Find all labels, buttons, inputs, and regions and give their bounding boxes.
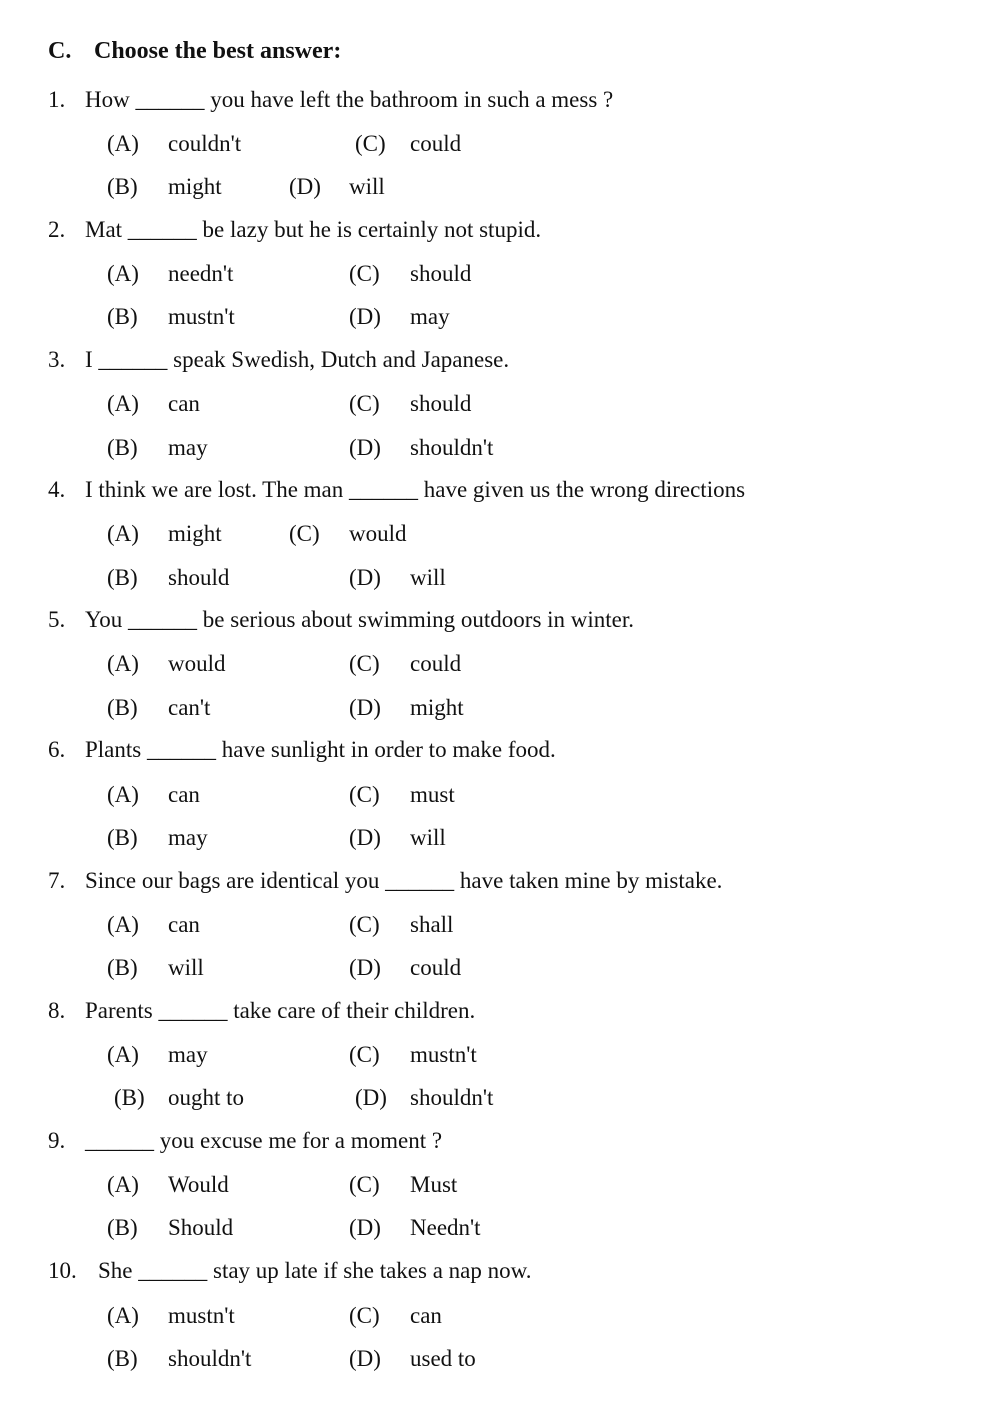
question-text: I think we are lost. The man ______ have given us the wrong directions — [85, 477, 746, 502]
question-number: 9. — [48, 1128, 66, 1153]
question-1-options-row-2 — [0, 173, 1000, 201]
option-d[interactable]: will — [410, 825, 446, 850]
question-6-options-row-2 — [0, 824, 1000, 852]
option-a-letter: (A) — [107, 651, 139, 676]
question-number: 8. — [48, 998, 66, 1023]
question-text: Parents ______ take care of their children. — [85, 998, 476, 1023]
question-number: 6. — [48, 737, 66, 762]
option-b-letter: (B) — [107, 695, 138, 720]
option-c[interactable]: should — [410, 391, 472, 416]
option-b[interactable]: will — [168, 955, 204, 980]
option-d-letter: (D) — [289, 174, 321, 199]
option-b-letter: (B) — [107, 955, 138, 980]
option-c-letter: (C) — [289, 521, 320, 546]
question-number: 4. — [48, 477, 66, 502]
question-2-options-row-2 — [0, 303, 1000, 331]
option-d-letter: (D) — [349, 1215, 381, 1240]
section-letter: C. — [48, 38, 72, 64]
option-d[interactable]: could — [410, 955, 462, 980]
question-text: Since our bags are identical you ______ have taken mine by mistake. — [85, 868, 723, 893]
option-c[interactable]: should — [410, 261, 472, 286]
question-8-options-row-1 — [0, 1041, 1000, 1069]
option-c[interactable]: could — [410, 131, 462, 156]
option-d-letter: (D) — [349, 1346, 381, 1371]
question-7-options-row-1 — [0, 911, 1000, 939]
option-b[interactable]: Should — [168, 1215, 234, 1240]
option-d[interactable]: used to — [410, 1346, 476, 1371]
option-c[interactable]: can — [410, 1303, 442, 1328]
option-a[interactable]: would — [168, 651, 226, 676]
option-a[interactable]: can — [168, 912, 200, 937]
option-b-letter: (B) — [114, 1085, 145, 1110]
option-d-letter: (D) — [349, 565, 381, 590]
option-d-letter: (D) — [349, 435, 381, 460]
option-b[interactable]: mustn't — [168, 304, 235, 329]
question-3-options-row-2 — [0, 434, 1000, 462]
question-number: 3. — [48, 347, 66, 372]
option-c-letter: (C) — [349, 782, 380, 807]
question-4-options-row-2 — [0, 564, 1000, 592]
option-a-letter: (A) — [107, 782, 139, 807]
option-c[interactable]: mustn't — [410, 1042, 477, 1067]
option-b[interactable]: shouldn't — [168, 1346, 252, 1371]
option-d-letter: (D) — [349, 695, 381, 720]
option-b-letter: (B) — [107, 435, 138, 460]
option-b-letter: (B) — [107, 825, 138, 850]
option-b[interactable]: ought to — [168, 1085, 245, 1110]
option-a-letter: (A) — [107, 131, 139, 156]
option-b-letter: (B) — [107, 565, 138, 590]
question-1-options-row-1 — [0, 130, 1000, 158]
question-3-options-row-1 — [0, 390, 1000, 418]
option-b-letter: (B) — [107, 304, 138, 329]
option-c-letter: (C) — [349, 1303, 380, 1328]
option-d-letter: (D) — [355, 1085, 387, 1110]
question-number: 10. — [48, 1258, 77, 1283]
option-d[interactable]: will — [410, 565, 446, 590]
option-a-letter: (A) — [107, 261, 139, 286]
option-c[interactable]: would — [349, 521, 407, 546]
option-a[interactable]: can — [168, 782, 200, 807]
option-d[interactable]: may — [410, 304, 450, 329]
option-a-letter: (A) — [107, 1303, 139, 1328]
option-d[interactable]: will — [349, 174, 385, 199]
question-number: 2. — [48, 217, 66, 242]
question-5-options-row-2 — [0, 694, 1000, 722]
option-a[interactable]: mustn't — [168, 1303, 235, 1328]
question-text: ______ you excuse me for a moment ? — [85, 1128, 443, 1153]
option-d-letter: (D) — [349, 304, 381, 329]
option-c-letter: (C) — [349, 651, 380, 676]
option-a[interactable]: Would — [168, 1172, 229, 1197]
question-8-options-row-2 — [0, 1084, 1000, 1112]
option-c-letter: (C) — [349, 261, 380, 286]
option-c-letter: (C) — [349, 1042, 380, 1067]
section-heading — [48, 38, 341, 65]
option-a-letter: (A) — [107, 521, 139, 546]
option-c-letter: (C) — [349, 912, 380, 937]
option-a-letter: (A) — [107, 912, 139, 937]
question-text: How ______ you have left the bathroom in such a mess ? — [85, 87, 614, 112]
option-c-letter: (C) — [355, 131, 386, 156]
option-c[interactable]: must — [410, 782, 455, 807]
option-d[interactable]: might — [410, 695, 464, 720]
option-a[interactable]: couldn't — [168, 131, 242, 156]
option-b[interactable]: may — [168, 825, 208, 850]
option-a-letter: (A) — [107, 391, 139, 416]
option-a[interactable]: needn't — [168, 261, 234, 286]
question-text: She ______ stay up late if she takes a nap now. — [98, 1258, 532, 1283]
question-10-options-row-1 — [0, 1302, 1000, 1330]
option-d[interactable]: shouldn't — [410, 1085, 494, 1110]
option-b[interactable]: should — [168, 565, 230, 590]
option-d-letter: (D) — [349, 955, 381, 980]
question-number: 5. — [48, 607, 66, 632]
option-b[interactable]: might — [168, 174, 222, 199]
question-text: I ______ speak Swedish, Dutch and Japanese. — [85, 347, 510, 372]
question-9-options-row-2 — [0, 1214, 1000, 1242]
option-b-letter: (B) — [107, 1215, 138, 1240]
option-c[interactable]: shall — [410, 912, 454, 937]
question-text: Plants ______ have sunlight in order to make food. — [85, 737, 556, 762]
option-d[interactable]: Needn't — [410, 1215, 481, 1240]
question-2-options-row-1 — [0, 260, 1000, 288]
question-5-options-row-1 — [0, 650, 1000, 678]
option-c[interactable]: could — [410, 651, 462, 676]
option-b[interactable]: may — [168, 435, 208, 460]
option-b[interactable]: can't — [168, 695, 211, 720]
question-6-options-row-1 — [0, 781, 1000, 809]
question-4-options-row-1 — [0, 520, 1000, 548]
option-b-letter: (B) — [107, 174, 138, 199]
question-7-options-row-2 — [0, 954, 1000, 982]
option-d-letter: (D) — [349, 825, 381, 850]
option-c-letter: (C) — [349, 1172, 380, 1197]
section-title-text: Choose the best answer: — [94, 38, 342, 64]
option-a-letter: (A) — [107, 1042, 139, 1067]
option-a[interactable]: might — [168, 521, 222, 546]
option-c-letter: (C) — [349, 391, 380, 416]
question-10-options-row-2 — [0, 1345, 1000, 1373]
option-d[interactable]: shouldn't — [410, 435, 494, 460]
option-c[interactable]: Must — [410, 1172, 458, 1197]
option-b-letter: (B) — [107, 1346, 138, 1371]
question-text: Mat ______ be lazy but he is certainly not stupid. — [85, 217, 542, 242]
question-number: 7. — [48, 868, 66, 893]
option-a-letter: (A) — [107, 1172, 139, 1197]
option-a[interactable]: may — [168, 1042, 208, 1067]
question-number: 1. — [48, 87, 66, 112]
question-text: You ______ be serious about swimming outdoors in winter. — [85, 607, 635, 632]
question-9-options-row-1 — [0, 1171, 1000, 1199]
option-a[interactable]: can — [168, 391, 200, 416]
